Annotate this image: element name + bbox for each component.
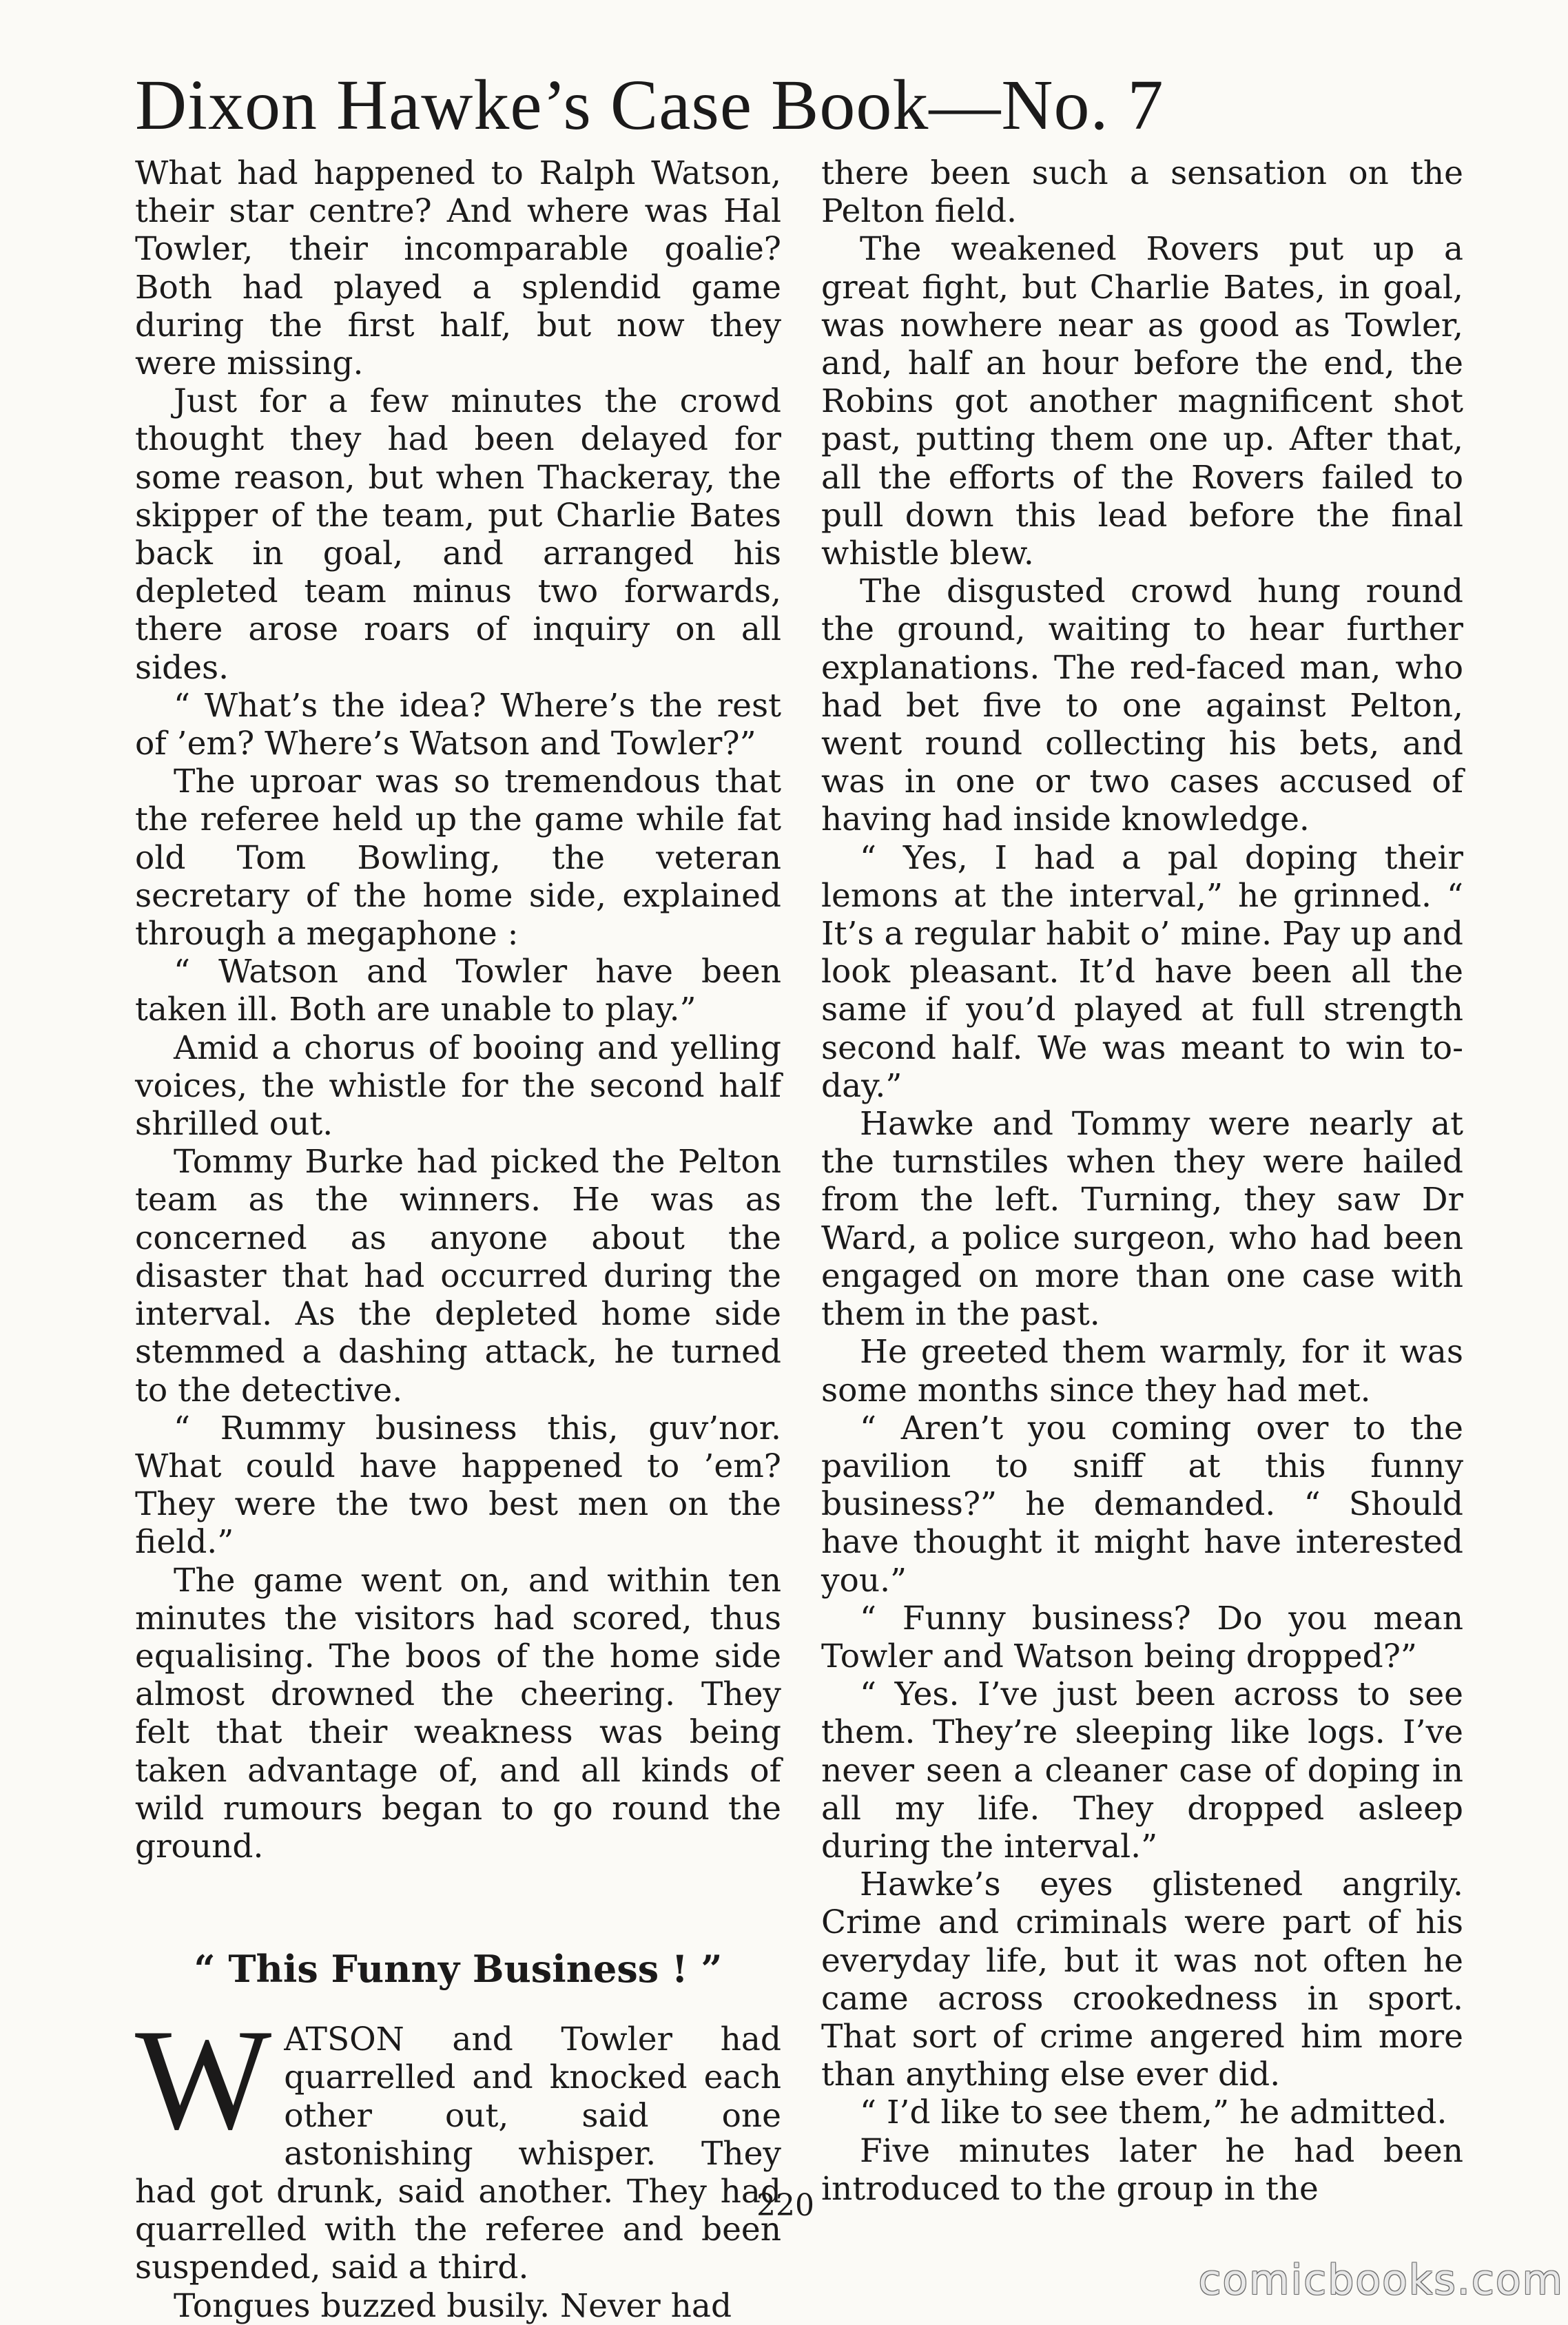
paragraph: there been such a sensation on the Pelton field. [821, 154, 1463, 231]
paragraph: “ Watson and Towler have been taken ill. Both are unable to play.” [135, 953, 781, 1029]
left-column [135, 154, 781, 2325]
paragraph: Tommy Burke had picked the Pelton team as the winners. He was as concerned as anyone about the disaster that had occurred during the interval. As the depleted home side stemmed a dashing attack, he turned to the detective. [135, 1143, 781, 1409]
drop-cap: W [135, 2000, 272, 2160]
paragraph: Amid a chorus of booing and yelling voices, the whistle for the second half shrilled out. [135, 1029, 781, 1144]
paragraph: Hawke and Tommy were nearly at the turnstiles when they were hailed from the left. Turning, they saw Dr Ward, a police surgeon, who had been engaged on more than one case with them in the past. [821, 1105, 1463, 1334]
paragraph: Just for a few minutes the crowd thought they had been delayed for some reason, but when Thackeray, the skipper of the team, put Charlie Bates back in goal, and arranged his depleted team minus two forwards, there arose roars of inquiry on all sides. [135, 382, 781, 687]
paragraph: The weakened Rovers put up a great fight, but Charlie Bates, in goal, was nowhere near as good as Towler, and, half an hour before the end, the Robins got another magnificent shot past, putting them one up. After that, all the efforts of the Rovers failed to pull down this lead before the final whistle blew. [821, 230, 1463, 573]
paragraph-with-dropcap [135, 2000, 781, 2287]
paragraph: “ Rummy business this, guv’nor. What could have happened to ’em? They were the two best men on the field.” [135, 1409, 781, 1562]
section-subheading: “ This Funny Business ! ” [194, 1947, 723, 1992]
paragraph: “ Yes, I had a pal doping their lemons at the interval,” he grinned. “ It’s a regular habit o’ mine. Pay up and look pleasant. It’d have been all the same if you’d played at full strength second half. We was meant to win to-day.” [821, 838, 1463, 1105]
watermark: comicbooks.com [1198, 2256, 1564, 2304]
paragraph: “ Aren’t you coming over to the pavilion to sniff at this funny business?” he demanded. “ Should have thought it might have interested you.” [821, 1409, 1463, 1600]
page-title: Dixon Hawke’s Case Book—No. 7 [135, 65, 1164, 145]
paragraph: Hawke’s eyes glistened angrily. Crime and criminals were part of his everyday life, but it was not often he came across crookedness in sport. That sort of crime angered him more than anything else ever did. [821, 1866, 1463, 2094]
paragraph: “ I’d like to see them,” he admitted. [860, 2094, 1447, 2132]
paragraph: “ Yes. I’ve just been across to see them. They’re sleeping like logs. I’ve never seen a cleaner case of doping in all my life. They dropped asleep during the interval.” [821, 1675, 1463, 1866]
paragraph: The disgusted crowd hung round the ground, waiting to hear further explanations. The red-faced man, who had bet five to one against Pelton, went round collecting his bets, and was in one or two cases accused of having had inside knowledge. [821, 572, 1463, 839]
paragraph: He greeted them warmly, for it was some months since they had met. [821, 1333, 1463, 1409]
paragraph: The uproar was so tremendous that the referee held up the game while fat old Tom Bowling, the veteran secretary of the home side, explained through a megaphone : [135, 763, 781, 953]
paragraph: “ Funny business? Do you mean Towler and Watson being dropped?” [821, 1599, 1463, 1675]
paragraph: “ What’s the idea? Where’s the rest of ’em? Where’s Watson and Towler?” [135, 686, 781, 763]
paragraph: The game went on, and within ten minutes the visitors had scored, thus equalising. The boos of the home side almost drowned the cheering. They felt that their weakness was being taken advantage of, and all kinds of wild rumours began to go round the ground. [135, 1561, 781, 1866]
right-column [821, 154, 1463, 2221]
paragraph-text: ATSON and Towler had quarrelled and knocked each other out, said one astonishing whisper. They had got drunk, said another. They had quarrelled with the referee and been suspended, said a third. [135, 2021, 781, 2287]
page-number: 220 [756, 2188, 814, 2223]
paragraph: Tongues buzzed busily. Never had [174, 2286, 732, 2325]
paragraph: What had happened to Ralph Watson, their star centre? And where was Hal Towler, their incomparable goalie? Both had played a splendid game during the first half, but now they were missing. [135, 154, 781, 383]
paragraph: Five minutes later he had been introduced to the group in the [821, 2131, 1463, 2208]
